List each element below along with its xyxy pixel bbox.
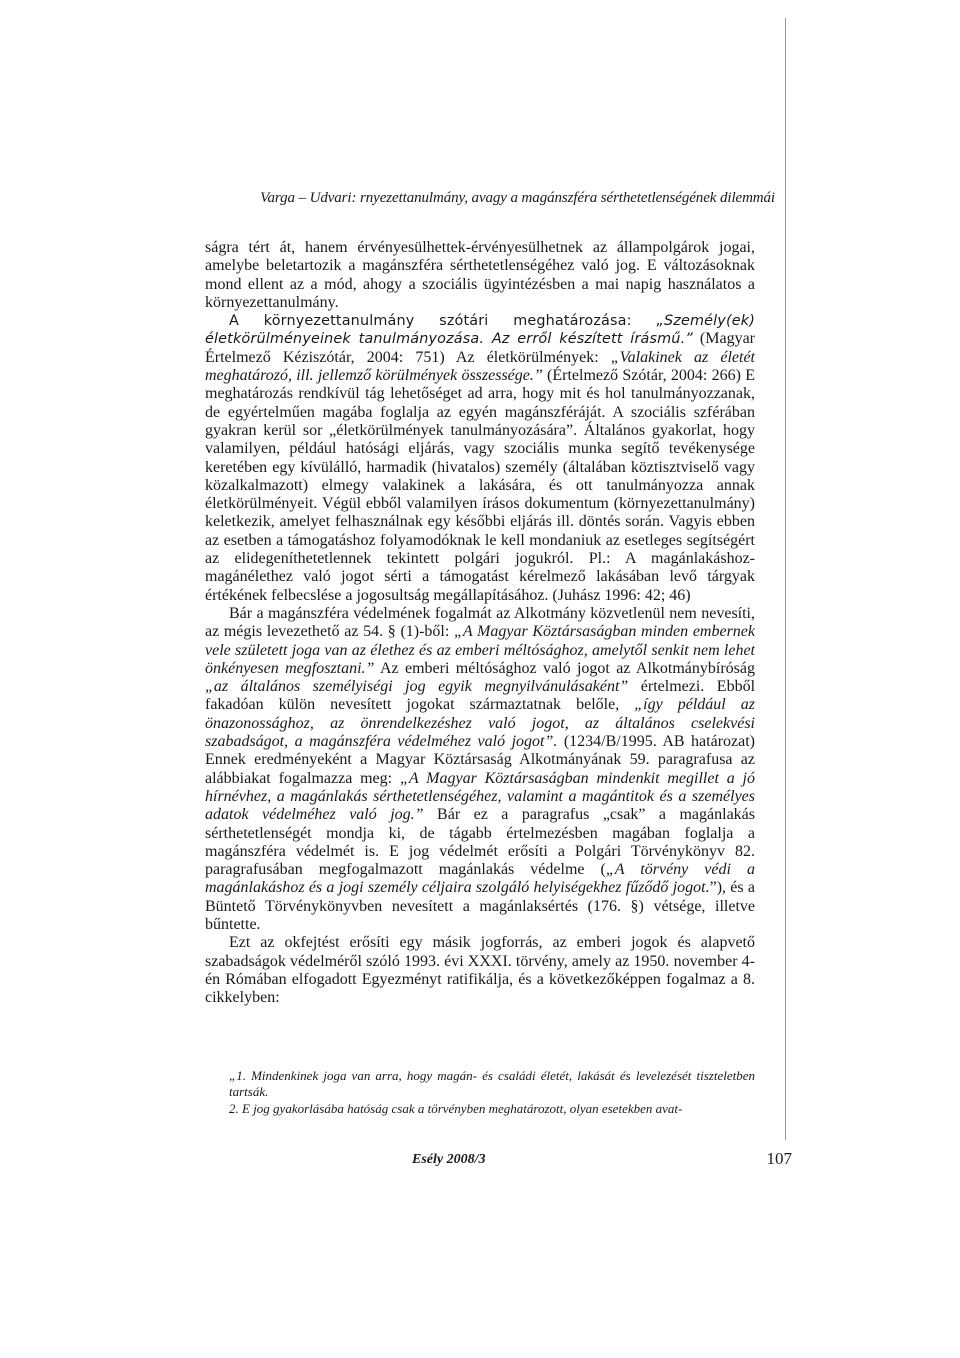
block-quote [229, 1068, 755, 1117]
p3-text-i: Bár ez a paragrafus „csak” a magánlakás sérthetetlenségét mondja ki, de tágabb értelmezésben magában foglalja a magánszféra védelmét is. E jog védelmét erősíti a Polgári Törvénykönyv 82. paragrafusában megfogalmazott magánlakás védelme ( [205, 806, 756, 879]
p3-text-c: Az emberi méltósághoz való jogot az Alkotmánybíróság [374, 659, 755, 677]
running-head: Varga – Udvari: rnyezettanulmány, avagy a magánszféra sérthetetlenségének dilemmái [260, 190, 775, 206]
quote-line-1: „1. Mindenkinek joga van arra, hogy magán- és családi életét, lakását és levelezését tiszteletben tartsák. [229, 1068, 755, 1100]
quote-line-2: 2. E jog gyakorlásába hatóság csak a törvényben meghatározott, olyan esetekben avat- [229, 1100, 683, 1116]
margin-rule [785, 18, 786, 1140]
p2-text-c: (Magyar Értelmező Kéziszótár, 2004: 751) Az életkörülmények: [205, 330, 755, 366]
p3-text-k: ”), és a Büntető Törvénykönyvben nevesített a magánlaksértés (176. §) vétsége, illetve bűntette. [205, 879, 756, 933]
paragraph-4-text: Ezt az okfejtést erősíti egy másik jogforrás, az emberi jogok és alapvető szabadságok védelméről szóló 1993. évi XXXI. törvény, amely az 1950. november 4-én Rómában elfogadott Egyezményt ratifikálja, és a következőképpen fogalmaz a 8. cikkelyben: [205, 934, 755, 1007]
p3-quote-civil-code: „A törvény védi a magánlakáshoz és a jogi személy céljaira szolgáló helyiségekhez fűződő jogot. [205, 861, 755, 897]
p2-quote-definition: „Személy(ek) életkörülményeinek tanulmányozása. Az erről készített írásmű.” [205, 313, 755, 348]
paragraph-1-text: ságra tért át, hanem érvényesülhettek-érvényesülhetnek az állampolgárok jogai, amelybe beletartozik a magánszféra sérthetetlenségéhez való jog. E változásoknak mond ellent az a mód, ahogy a szociális ügyintézésben a mai napig használatos a környezettanulmány. [205, 239, 755, 311]
p2-text-e: (Értelmező Szótár, 2004: 266) E meghatározás rendkívül tág lehetőséget ad arra, hogy mit és hol tanulmányozzanak, de egyértelműen magába foglalja az egyén magánszféráját. A szociális szférában gyakran kerül sor „életkörülmények tanulmányozására”. Általános gyakorlat, hogy valamilyen, például hatósági eljárás, vagy szociális munka segítő tevékenysége keretében egy kívülálló, harmadik (hivatalos) személy (általában köztisztviselő vagy közalkalmazott) elmegy valakinek a lakására, és ott tanulmányozza annak életkörülményeit. Végül ebből valamilyen írásos dokumentum (környezettanulmány) keletkezik, amelyet felhasználnak egy későbbi eljárás ill. döntés során. Vagyis ebben az esetben a támogatáshoz folyamodóknak le kell mondaniuk az esetleges segítségért az elidegeníthetetlennek tekintett polgári jogukról. Pl.: A magánlakáshoz-magánélethez való jogot sérti a támogatást kérelmező lakásában levő tárgyak értékének felbecslése a jogosultság megállapításához. (Juhász 1996: 42; 46) [205, 367, 755, 604]
p3-quote-rights: „így például az önazonossághoz, az önrendelkezéshez való jogot, az általános cselekvési szabadságot, a magánszféra védelméhez való jogot”. [205, 696, 755, 751]
paragraph-2 [205, 312, 755, 605]
p3-quote-constitution: „A Magyar Köztársaságban minden embernek vele született joga van az élethez és az emberi méltósághoz, amelytől senkit nem lehet önkényesen megfosztani.” [205, 623, 756, 677]
p2-text-a: A környezettanulmány szótári meghatározása: [229, 313, 657, 330]
paragraph-1 [205, 239, 755, 312]
p3-text-g: (1234/B/1995. AB határozat) Ennek eredményeként a Magyar Köztársaság Alkotmányának 59. paragrafusa az alábbiakat fogalmazza meg: [205, 733, 755, 787]
footer-journal-title: Esély 2008/3 [412, 1152, 486, 1167]
p3-text-e: értelmezi. Ebből fakadóan külön nevesített jogokat származtatnak belőle, [205, 678, 756, 714]
page-number: 107 [766, 1149, 792, 1168]
p3-quote-paragraph-59: „A Magyar Köztársaságban mindenkit megillet a jó hírnévhez, a magánlakás sérthetetlenségéhez, valamint a magántitok és a személyes adatok védelméhez való jog.” [205, 769, 756, 824]
p3-quote-court: „az általános személyiségi jog egyik megnyilvánulásaként” [205, 678, 629, 696]
paragraph-2-sans-section [205, 313, 755, 347]
p3-text-a: Bár a magánszféra védelmének fogalmát az Alkotmány közvetlenül nem nevesíti, az mégis levezethető az 54. § (1)-ből: [205, 604, 755, 641]
paragraph-3 [205, 605, 755, 934]
paragraph-4 [205, 934, 755, 1007]
p2-quote-lifecircumstances: „Valakinek az életét meghatározó, ill. jellemző körülmények összessége.” [205, 348, 755, 385]
body-text [205, 239, 755, 1007]
